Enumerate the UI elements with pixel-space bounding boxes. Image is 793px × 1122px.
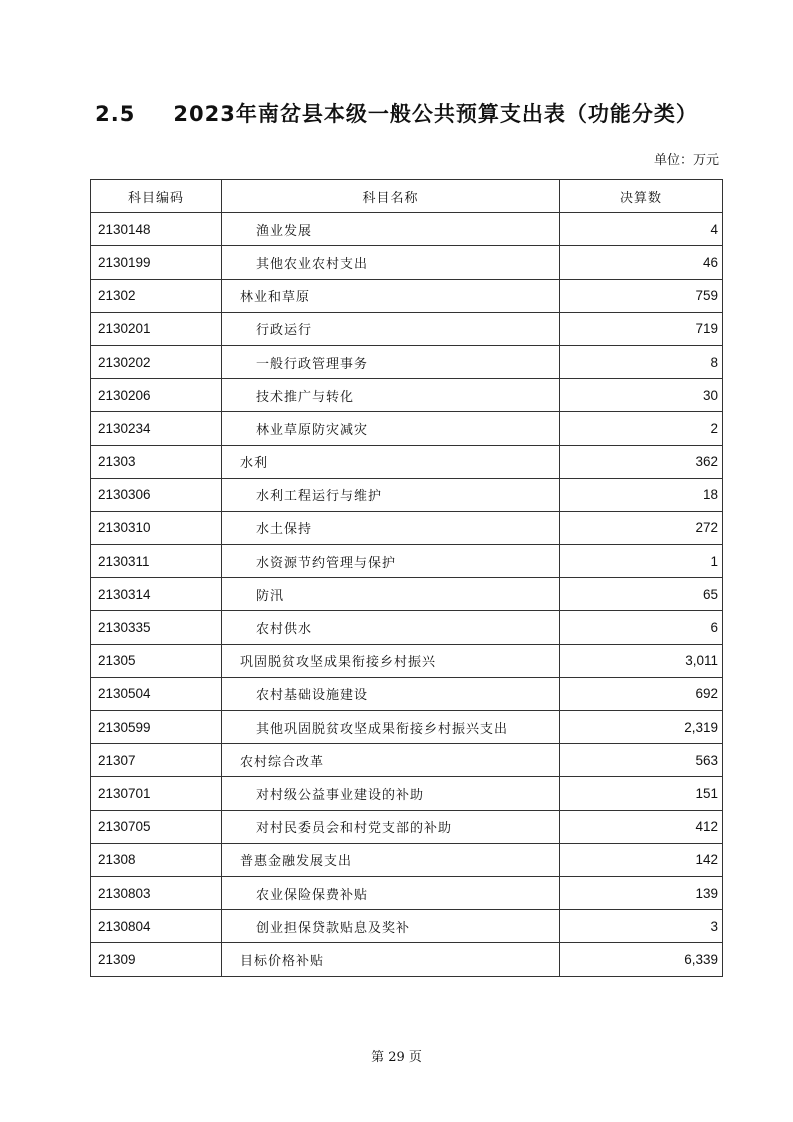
table-row bbox=[91, 412, 723, 445]
table-row bbox=[91, 213, 723, 246]
cell-code: 2130234 bbox=[91, 412, 222, 445]
cell-code: 2130335 bbox=[91, 611, 222, 644]
table-body bbox=[91, 213, 723, 976]
cell-name: 目标价格补贴 bbox=[222, 943, 560, 976]
table-row bbox=[91, 876, 723, 909]
cell-name: 水利工程运行与维护 bbox=[222, 478, 560, 511]
cell-code: 21309 bbox=[91, 943, 222, 976]
header-name: 科目名称 bbox=[222, 180, 560, 213]
title-text: 2023年南岔县本级一般公共预算支出表（功能分类） bbox=[173, 102, 698, 126]
cell-value: 3 bbox=[560, 910, 723, 943]
page-number: 第 29 页 bbox=[371, 1050, 422, 1065]
cell-code: 2130804 bbox=[91, 910, 222, 943]
cell-name: 对村民委员会和村党支部的补助 bbox=[222, 810, 560, 843]
cell-name: 林业草原防灾减灾 bbox=[222, 412, 560, 445]
table-row bbox=[91, 312, 723, 345]
cell-code: 2130201 bbox=[91, 312, 222, 345]
cell-code: 2130148 bbox=[91, 213, 222, 246]
cell-name: 农村供水 bbox=[222, 611, 560, 644]
cell-code: 2130599 bbox=[91, 711, 222, 744]
cell-value: 139 bbox=[560, 876, 723, 909]
cell-value: 4 bbox=[560, 213, 723, 246]
cell-name: 农业保险保费补贴 bbox=[222, 876, 560, 909]
cell-value: 692 bbox=[560, 677, 723, 710]
cell-value: 6,339 bbox=[560, 943, 723, 976]
cell-name: 林业和草原 bbox=[222, 279, 560, 312]
table-row bbox=[91, 246, 723, 279]
cell-code: 2130701 bbox=[91, 777, 222, 810]
cell-value: 2,319 bbox=[560, 711, 723, 744]
cell-code: 21302 bbox=[91, 279, 222, 312]
cell-value: 362 bbox=[560, 445, 723, 478]
cell-value: 18 bbox=[560, 478, 723, 511]
table-row bbox=[91, 744, 723, 777]
cell-value: 30 bbox=[560, 379, 723, 412]
cell-value: 759 bbox=[560, 279, 723, 312]
table-row bbox=[91, 910, 723, 943]
table-row bbox=[91, 345, 723, 378]
cell-name: 其他农业农村支出 bbox=[222, 246, 560, 279]
cell-value: 272 bbox=[560, 511, 723, 544]
cell-code: 21308 bbox=[91, 843, 222, 876]
cell-name: 农村基础设施建设 bbox=[222, 677, 560, 710]
table-row bbox=[91, 843, 723, 876]
table-row bbox=[91, 545, 723, 578]
table-row bbox=[91, 445, 723, 478]
cell-value: 3,011 bbox=[560, 644, 723, 677]
header-value: 决算数 bbox=[560, 180, 723, 213]
cell-name: 一般行政管理事务 bbox=[222, 345, 560, 378]
cell-name: 水土保持 bbox=[222, 511, 560, 544]
header-code: 科目编码 bbox=[91, 180, 222, 213]
table-row bbox=[91, 279, 723, 312]
cell-name: 其他巩固脱贫攻坚成果衔接乡村振兴支出 bbox=[222, 711, 560, 744]
table-row bbox=[91, 578, 723, 611]
cell-code: 2130202 bbox=[91, 345, 222, 378]
cell-code: 2130311 bbox=[91, 545, 222, 578]
table-row bbox=[91, 478, 723, 511]
table-row bbox=[91, 810, 723, 843]
cell-code: 21303 bbox=[91, 445, 222, 478]
table-row bbox=[91, 677, 723, 710]
cell-code: 2130206 bbox=[91, 379, 222, 412]
cell-name: 创业担保贷款贴息及奖补 bbox=[222, 910, 560, 943]
cell-value: 1 bbox=[560, 545, 723, 578]
cell-code: 21305 bbox=[91, 644, 222, 677]
table-row bbox=[91, 777, 723, 810]
cell-value: 719 bbox=[560, 312, 723, 345]
unit-label: 单位：万元 bbox=[653, 153, 719, 168]
cell-name: 巩固脱贫攻坚成果衔接乡村振兴 bbox=[222, 644, 560, 677]
section-number: 2.5 bbox=[95, 102, 136, 126]
cell-name: 渔业发展 bbox=[222, 213, 560, 246]
page-title bbox=[0, 98, 793, 128]
cell-value: 412 bbox=[560, 810, 723, 843]
cell-code: 2130306 bbox=[91, 478, 222, 511]
cell-value: 142 bbox=[560, 843, 723, 876]
cell-code: 2130314 bbox=[91, 578, 222, 611]
table-row bbox=[91, 943, 723, 976]
table-header-row bbox=[91, 180, 723, 213]
cell-value: 6 bbox=[560, 611, 723, 644]
cell-name: 行政运行 bbox=[222, 312, 560, 345]
table-row bbox=[91, 711, 723, 744]
cell-name: 普惠金融发展支出 bbox=[222, 843, 560, 876]
budget-table bbox=[90, 179, 723, 977]
cell-value: 151 bbox=[560, 777, 723, 810]
cell-code: 2130199 bbox=[91, 246, 222, 279]
cell-value: 2 bbox=[560, 412, 723, 445]
cell-value: 563 bbox=[560, 744, 723, 777]
cell-code: 2130504 bbox=[91, 677, 222, 710]
cell-name: 技术推广与转化 bbox=[222, 379, 560, 412]
cell-value: 46 bbox=[560, 246, 723, 279]
cell-code: 21307 bbox=[91, 744, 222, 777]
table-row bbox=[91, 511, 723, 544]
cell-code: 2130803 bbox=[91, 876, 222, 909]
cell-value: 65 bbox=[560, 578, 723, 611]
cell-code: 2130705 bbox=[91, 810, 222, 843]
cell-name: 水利 bbox=[222, 445, 560, 478]
cell-code: 2130310 bbox=[91, 511, 222, 544]
cell-value: 8 bbox=[560, 345, 723, 378]
cell-name: 农村综合改革 bbox=[222, 744, 560, 777]
cell-name: 防汛 bbox=[222, 578, 560, 611]
table-row bbox=[91, 379, 723, 412]
table-row bbox=[91, 644, 723, 677]
cell-name: 对村级公益事业建设的补助 bbox=[222, 777, 560, 810]
table-row bbox=[91, 611, 723, 644]
cell-name: 水资源节约管理与保护 bbox=[222, 545, 560, 578]
